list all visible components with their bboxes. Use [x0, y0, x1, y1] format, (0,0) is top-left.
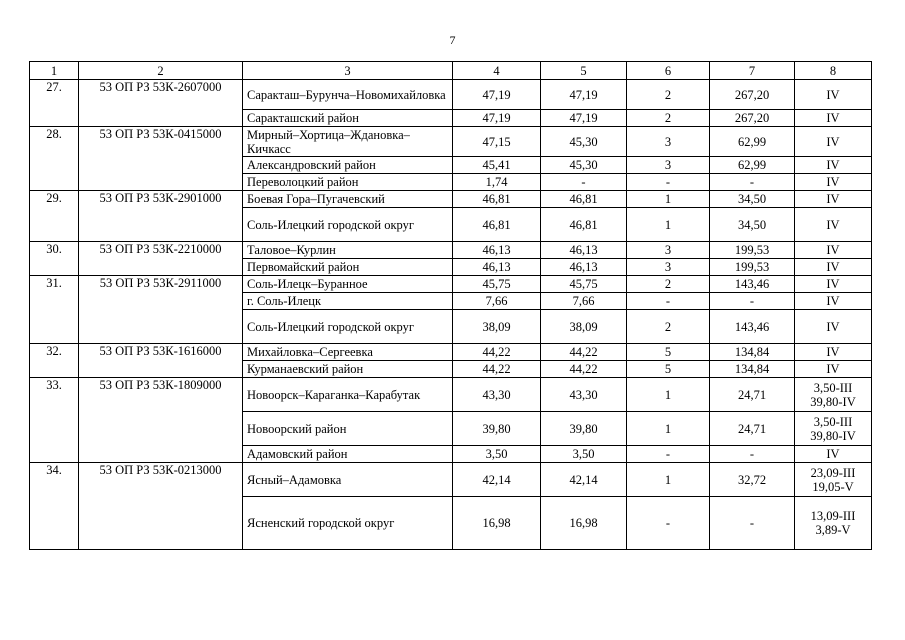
row-number-cell: 31.	[30, 276, 79, 344]
bridges-length-cell: 34,50	[710, 208, 795, 242]
road-code-cell: 53 ОП РЗ 53К-2210000	[79, 242, 243, 276]
road-name-cell: Новоорск–Караганка–Карабутак	[243, 378, 453, 412]
table-row	[30, 378, 872, 412]
length-paved-cell: 44,22	[541, 344, 627, 361]
bridges-count-cell: 3	[627, 259, 710, 276]
road-name-cell: Переволоцкий район	[243, 174, 453, 191]
category-cell: IV	[795, 446, 872, 463]
category-line: 39,80-IV	[810, 428, 856, 443]
category-cell: IV	[795, 208, 872, 242]
category-cell: IV	[795, 293, 872, 310]
header-cell: 7	[710, 62, 795, 80]
length-total-cell: 16,98	[453, 497, 541, 550]
category-line: 3,50-III	[813, 414, 853, 429]
row-number-cell: 28.	[30, 127, 79, 191]
row-number-cell: 30.	[30, 242, 79, 276]
length-total-cell: 38,09	[453, 310, 541, 344]
road-name-cell: Соль-Илецк–Буранное	[243, 276, 453, 293]
bridges-length-cell: 267,20	[710, 80, 795, 110]
road-name-cell: Адамовский район	[243, 446, 453, 463]
length-paved-cell: 46,81	[541, 191, 627, 208]
bridges-length-cell: -	[710, 497, 795, 550]
bridges-count-cell: 1	[627, 378, 710, 412]
category-cell	[795, 497, 872, 550]
road-name-cell: Новоорский район	[243, 412, 453, 446]
bridges-count-cell: 1	[627, 208, 710, 242]
category-cell: IV	[795, 310, 872, 344]
bridges-count-cell: 2	[627, 110, 710, 127]
road-code-cell: 53 ОП РЗ 53К-0213000	[79, 463, 243, 550]
road-name-cell: Ясный–Адамовка	[243, 463, 453, 497]
road-name-cell: Боевая Гора–Пугачевский	[243, 191, 453, 208]
length-paved-cell: 16,98	[541, 497, 627, 550]
bridges-count-cell: 1	[627, 463, 710, 497]
bridges-length-cell: 143,46	[710, 310, 795, 344]
table-row	[30, 242, 872, 259]
category-cell: IV	[795, 344, 872, 361]
length-total-cell: 47,19	[453, 80, 541, 110]
header-cell: 1	[30, 62, 79, 80]
road-name-cell: Саракташ–Бурунча–Новомихайловка	[243, 80, 453, 110]
bridges-count-cell: 3	[627, 157, 710, 174]
length-total-cell: 44,22	[453, 361, 541, 378]
bridges-length-cell: 62,99	[710, 127, 795, 157]
length-paved-cell: 45,30	[541, 157, 627, 174]
length-total-cell: 46,13	[453, 259, 541, 276]
bridges-length-cell: 143,46	[710, 276, 795, 293]
category-cell: IV	[795, 80, 872, 110]
length-total-cell: 43,30	[453, 378, 541, 412]
row-number-cell: 32.	[30, 344, 79, 378]
road-code-cell: 53 ОП РЗ 53К-2911000	[79, 276, 243, 344]
header-cell: 6	[627, 62, 710, 80]
bridges-length-cell: 199,53	[710, 259, 795, 276]
table-row	[30, 127, 872, 157]
category-cell: IV	[795, 110, 872, 127]
length-paved-cell: 47,19	[541, 80, 627, 110]
category-cell: IV	[795, 191, 872, 208]
category-line: 13,09-III	[810, 509, 856, 523]
length-total-cell: 44,22	[453, 344, 541, 361]
category-cell	[795, 412, 872, 446]
category-cell: IV	[795, 276, 872, 293]
bridges-count-cell: 5	[627, 361, 710, 378]
length-paved-cell: -	[541, 174, 627, 191]
road-name-cell: Курманаевский район	[243, 361, 453, 378]
bridges-length-cell: 62,99	[710, 157, 795, 174]
category-cell	[795, 378, 872, 412]
road-name-cell: Соль-Илецкий городской округ	[243, 310, 453, 344]
road-name-cell: Ясненский городской округ	[243, 497, 453, 550]
category-line: 23,09-III	[810, 465, 856, 480]
bridges-length-cell: -	[710, 174, 795, 191]
table-row	[30, 80, 872, 110]
bridges-count-cell: 3	[627, 127, 710, 157]
category-cell: IV	[795, 157, 872, 174]
road-name-cell: г. Соль-Илецк	[243, 293, 453, 310]
bridges-length-cell: 32,72	[710, 463, 795, 497]
length-total-cell: 46,81	[453, 191, 541, 208]
road-code-cell: 53 ОП РЗ 53К-0415000	[79, 127, 243, 191]
category-cell: IV	[795, 361, 872, 378]
row-number-cell: 29.	[30, 191, 79, 242]
length-paved-cell: 46,13	[541, 242, 627, 259]
bridges-length-cell: 134,84	[710, 344, 795, 361]
length-total-cell: 1,74	[453, 174, 541, 191]
length-total-cell: 47,19	[453, 110, 541, 127]
header-cell: 5	[541, 62, 627, 80]
length-total-cell: 39,80	[453, 412, 541, 446]
length-total-cell: 47,15	[453, 127, 541, 157]
bridges-count-cell: -	[627, 174, 710, 191]
length-total-cell: 42,14	[453, 463, 541, 497]
length-total-cell: 7,66	[453, 293, 541, 310]
road-code-cell: 53 ОП РЗ 53К-2901000	[79, 191, 243, 242]
bridges-count-cell: -	[627, 293, 710, 310]
length-total-cell: 46,81	[453, 208, 541, 242]
bridges-length-cell: 24,71	[710, 412, 795, 446]
road-code-cell: 53 ОП РЗ 53К-1616000	[79, 344, 243, 378]
road-name-cell: Таловое–Курлин	[243, 242, 453, 259]
bridges-length-cell: 134,84	[710, 361, 795, 378]
length-paved-cell: 42,14	[541, 463, 627, 497]
bridges-length-cell: 24,71	[710, 378, 795, 412]
length-total-cell: 3,50	[453, 446, 541, 463]
bridges-count-cell: -	[627, 497, 710, 550]
category-cell: IV	[795, 174, 872, 191]
bridges-length-cell: 267,20	[710, 110, 795, 127]
road-name-cell: Мирный–Хортица–Ждановка–Кичкасс	[243, 127, 453, 157]
length-paved-cell: 46,13	[541, 259, 627, 276]
bridges-count-cell: 1	[627, 191, 710, 208]
road-name-cell: Михайловка–Сергеевка	[243, 344, 453, 361]
table-row	[30, 344, 872, 361]
length-paved-cell: 44,22	[541, 361, 627, 378]
length-paved-cell: 45,30	[541, 127, 627, 157]
road-name-cell: Александровский район	[243, 157, 453, 174]
header-cell: 3	[243, 62, 453, 80]
category-cell	[795, 463, 872, 497]
category-cell: IV	[795, 242, 872, 259]
length-paved-cell: 38,09	[541, 310, 627, 344]
length-total-cell: 45,41	[453, 157, 541, 174]
length-paved-cell: 3,50	[541, 446, 627, 463]
length-paved-cell: 46,81	[541, 208, 627, 242]
road-name-cell: Соль-Илецкий городской округ	[243, 208, 453, 242]
road-code-cell: 53 ОП РЗ 53К-2607000	[79, 80, 243, 127]
category-line: 3,50-III	[813, 380, 853, 395]
category-line: 39,80-IV	[810, 394, 856, 409]
length-total-cell: 45,75	[453, 276, 541, 293]
length-paved-cell: 47,19	[541, 110, 627, 127]
table-row	[30, 191, 872, 208]
category-line: 19,05-V	[812, 479, 854, 494]
road-table	[29, 61, 872, 550]
length-paved-cell: 7,66	[541, 293, 627, 310]
header-cell: 8	[795, 62, 872, 80]
length-paved-cell: 43,30	[541, 378, 627, 412]
bridges-count-cell: 1	[627, 412, 710, 446]
table-header-row	[30, 62, 872, 80]
category-cell: IV	[795, 259, 872, 276]
bridges-count-cell: 2	[627, 310, 710, 344]
bridges-count-cell: -	[627, 446, 710, 463]
header-cell: 4	[453, 62, 541, 80]
bridges-length-cell: -	[710, 446, 795, 463]
bridges-count-cell: 2	[627, 80, 710, 110]
table-row	[30, 276, 872, 293]
length-total-cell: 46,13	[453, 242, 541, 259]
header-cell: 2	[79, 62, 243, 80]
length-paved-cell: 39,80	[541, 412, 627, 446]
bridges-length-cell: 34,50	[710, 191, 795, 208]
category-line: 3,89-V	[815, 523, 851, 537]
road-name-cell: Саракташский район	[243, 110, 453, 127]
category-cell: IV	[795, 127, 872, 157]
row-number-cell: 34.	[30, 463, 79, 550]
page-number: 7	[449, 33, 456, 47]
bridges-count-cell: 5	[627, 344, 710, 361]
bridges-length-cell: -	[710, 293, 795, 310]
bridges-count-cell: 3	[627, 242, 710, 259]
bridges-length-cell: 199,53	[710, 242, 795, 259]
row-number-cell: 27.	[30, 80, 79, 127]
row-number-cell: 33.	[30, 378, 79, 463]
road-name-cell: Первомайский район	[243, 259, 453, 276]
length-paved-cell: 45,75	[541, 276, 627, 293]
table-row	[30, 463, 872, 497]
road-code-cell: 53 ОП РЗ 53К-1809000	[79, 378, 243, 463]
bridges-count-cell: 2	[627, 276, 710, 293]
